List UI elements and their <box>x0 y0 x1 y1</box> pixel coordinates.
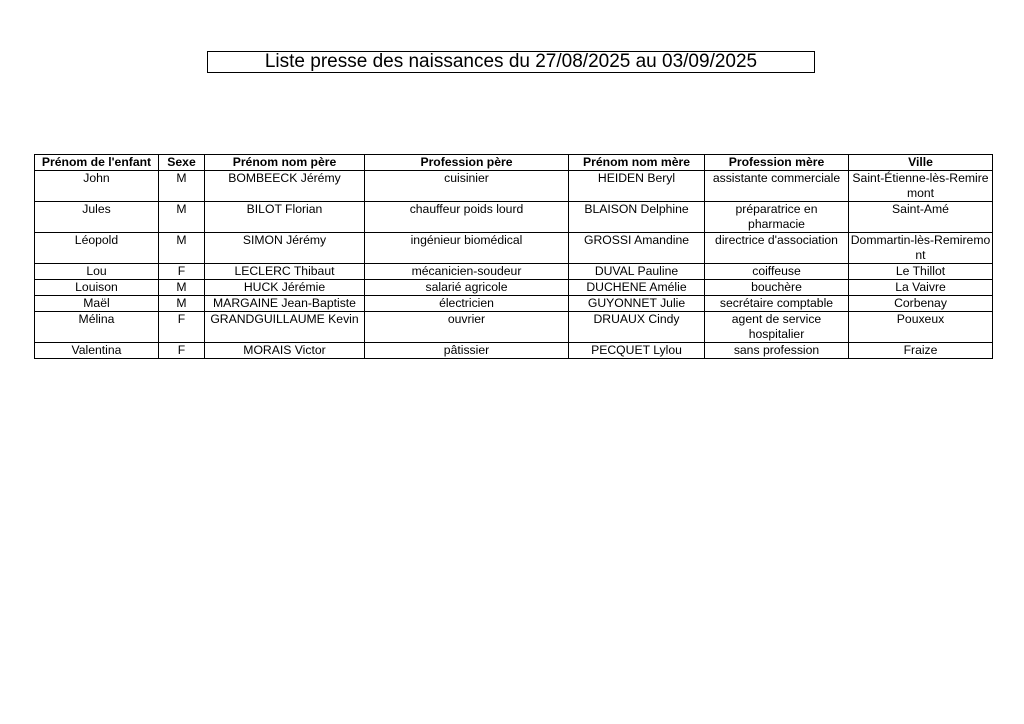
cell-sex: M <box>159 171 205 202</box>
cell-father-profession: électricien <box>365 296 569 312</box>
cell-father-profession: salarié agricole <box>365 280 569 296</box>
cell-sex: M <box>159 280 205 296</box>
cell-sex: F <box>159 312 205 343</box>
cell-child: John <box>35 171 159 202</box>
table-row <box>35 202 993 233</box>
header-row <box>35 155 993 171</box>
cell-child: Lou <box>35 264 159 280</box>
cell-city: Saint-Amé <box>849 202 993 233</box>
header-mother-profession: Profession mère <box>705 155 849 171</box>
cell-mother-profession: assistante commerciale <box>705 171 849 202</box>
cell-father-profession: mécanicien-soudeur <box>365 264 569 280</box>
cell-father: SIMON Jérémy <box>205 233 365 264</box>
cell-mother-profession: agent de service hospitalier <box>705 312 849 343</box>
table-row <box>35 343 993 359</box>
cell-city: Saint-Étienne-lès-Remiremont <box>849 171 993 202</box>
cell-child: Léopold <box>35 233 159 264</box>
cell-father: HUCK Jérémie <box>205 280 365 296</box>
table-row <box>35 171 993 202</box>
cell-city: La Vaivre <box>849 280 993 296</box>
cell-sex: F <box>159 264 205 280</box>
cell-father: BOMBEECK Jérémy <box>205 171 365 202</box>
table-row <box>35 312 993 343</box>
table-row <box>35 296 993 312</box>
cell-sex: M <box>159 233 205 264</box>
cell-mother: DUCHENE Amélie <box>569 280 705 296</box>
cell-father-profession: ingénieur biomédical <box>365 233 569 264</box>
cell-mother: PECQUET Lylou <box>569 343 705 359</box>
header-city: Ville <box>849 155 993 171</box>
cell-child: Valentina <box>35 343 159 359</box>
table-row <box>35 280 993 296</box>
cell-father-profession: chauffeur poids lourd <box>365 202 569 233</box>
cell-child: Maël <box>35 296 159 312</box>
cell-father-profession: pâtissier <box>365 343 569 359</box>
cell-city: Le Thillot <box>849 264 993 280</box>
cell-mother-profession: bouchère <box>705 280 849 296</box>
cell-father: MORAIS Victor <box>205 343 365 359</box>
cell-father: GRANDGUILLAUME Kevin <box>205 312 365 343</box>
header-child-first-name: Prénom de l'enfant <box>35 155 159 171</box>
cell-city: Dommartin-lès-Remiremont <box>849 233 993 264</box>
document-title: Liste presse des naissances du 27/08/2025 au 03/09/2025 <box>207 51 815 73</box>
cell-sex: F <box>159 343 205 359</box>
cell-mother: BLAISON Delphine <box>569 202 705 233</box>
header-mother-name: Prénom nom mère <box>569 155 705 171</box>
table-row <box>35 264 993 280</box>
cell-mother-profession: sans profession <box>705 343 849 359</box>
cell-mother: DRUAUX Cindy <box>569 312 705 343</box>
cell-mother: DUVAL Pauline <box>569 264 705 280</box>
cell-father-profession: ouvrier <box>365 312 569 343</box>
cell-father: LECLERC Thibaut <box>205 264 365 280</box>
table-row <box>35 233 993 264</box>
cell-mother: HEIDEN Beryl <box>569 171 705 202</box>
cell-city: Corbenay <box>849 296 993 312</box>
header-sex: Sexe <box>159 155 205 171</box>
cell-mother-profession: directrice d'association <box>705 233 849 264</box>
cell-father: BILOT Florian <box>205 202 365 233</box>
cell-child: Jules <box>35 202 159 233</box>
cell-father: MARGAINE Jean-Baptiste <box>205 296 365 312</box>
cell-mother: GUYONNET Julie <box>569 296 705 312</box>
cell-mother-profession: coiffeuse <box>705 264 849 280</box>
cell-sex: M <box>159 202 205 233</box>
header-father-name: Prénom nom père <box>205 155 365 171</box>
cell-sex: M <box>159 296 205 312</box>
cell-mother: GROSSI Amandine <box>569 233 705 264</box>
cell-city: Fraize <box>849 343 993 359</box>
cell-mother-profession: préparatrice en pharmacie <box>705 202 849 233</box>
cell-mother-profession: secrétaire comptable <box>705 296 849 312</box>
cell-father-profession: cuisinier <box>365 171 569 202</box>
cell-child: Mélina <box>35 312 159 343</box>
cell-child: Louison <box>35 280 159 296</box>
cell-city: Pouxeux <box>849 312 993 343</box>
births-table <box>34 154 993 359</box>
header-father-profession: Profession père <box>365 155 569 171</box>
